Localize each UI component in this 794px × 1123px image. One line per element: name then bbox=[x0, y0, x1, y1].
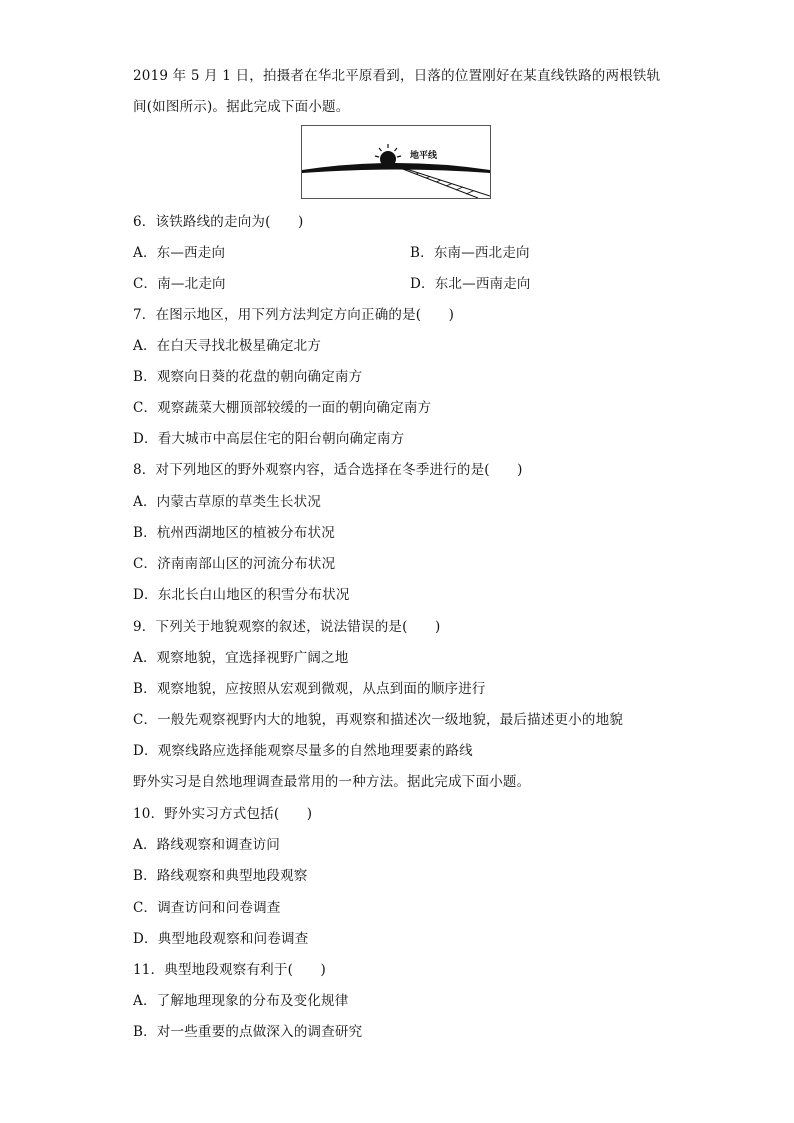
q9-option-c: C．一般先观察视野内大的地貌，再观察和描述次一级地貌，最后描述更小的地貌 bbox=[133, 712, 624, 728]
q9-option-b: B．观察地貌，应按照从宏观到微观，从点到面的顺序进行 bbox=[133, 681, 486, 697]
sunset-railway-figure bbox=[301, 125, 491, 199]
q6-option-a: A．东—西走向 bbox=[133, 245, 226, 261]
q6-stem: 6．该铁路线的走向为( ) bbox=[133, 214, 304, 230]
q9-option-a: A．观察地貌，宜选择视野广阔之地 bbox=[133, 650, 349, 666]
q9-stem: 9．下列关于地貌观察的叙述，说法错误的是( ) bbox=[133, 619, 441, 635]
q8-option-a: A．内蒙古草原的草类生长状况 bbox=[133, 494, 322, 510]
q6-option-c: C．南—北走向 bbox=[133, 276, 226, 292]
q7-option-c: C．观察蔬菜大棚顶部较缓的一面的朝向确定南方 bbox=[133, 400, 432, 416]
q6-option-b: B．东南—西北走向 bbox=[410, 245, 530, 261]
q8-option-b: B．杭州西湖地区的植被分布状况 bbox=[133, 525, 335, 541]
intro-line-1: 2019 年 5 月 1 日，拍摄者在华北平原看到，日落的位置刚好在某直线铁路的两根铁轨 bbox=[133, 68, 661, 84]
q10-option-c: C．调查访问和问卷调查 bbox=[133, 900, 281, 916]
q7-option-a: A．在白天寻找北极星确定北方 bbox=[133, 338, 322, 354]
horizon-label: 地平线 bbox=[410, 151, 438, 161]
q9-option-d: D．观察线路应选择能观察尽量多的自然地理要素的路线 bbox=[133, 743, 473, 759]
q10-option-a: A．路线观察和调查访问 bbox=[133, 837, 280, 853]
q8-option-c: C．济南南部山区的河流分布状况 bbox=[133, 556, 336, 572]
rail-ties bbox=[406, 170, 474, 195]
q11-option-b: B．对一些重要的点做深入的调查研究 bbox=[133, 1024, 363, 1040]
q11-stem: 11．典型地段观察有利于( ) bbox=[133, 962, 326, 978]
q10-option-d: D．典型地段观察和问卷调查 bbox=[133, 931, 309, 947]
intro-line-2: 间(如图所示)。据此完成下面小题。 bbox=[133, 99, 350, 115]
q10-stem: 10．野外实习方式包括( ) bbox=[133, 806, 313, 822]
railway-sunset-illustration bbox=[302, 126, 490, 198]
q8-stem: 8．对下列地区的野外观察内容，适合选择在冬季进行的是( ) bbox=[133, 462, 523, 478]
q10-option-b: B．路线观察和典型地段观察 bbox=[133, 868, 308, 884]
q8-option-d: D．东北长白山地区的积雪分布状况 bbox=[133, 587, 350, 603]
horizon-ground-shape bbox=[302, 163, 490, 173]
q6-option-d: D．东北—西南走向 bbox=[410, 276, 531, 292]
q7-option-d: D．看大城市中高层住宅的阳台朝向确定南方 bbox=[133, 431, 405, 447]
q7-option-b: B．观察向日葵的花盘的朝向确定南方 bbox=[133, 369, 363, 385]
q11-option-a: A．了解地理现象的分布及变化规律 bbox=[133, 993, 349, 1009]
intro-2: 野外实习是自然地理调查最常用的一种方法。据此完成下面小题。 bbox=[133, 774, 531, 790]
q7-stem: 7．在图示地区，用下列方法判定方向正确的是( ) bbox=[133, 307, 455, 323]
sun-icon bbox=[380, 151, 396, 167]
